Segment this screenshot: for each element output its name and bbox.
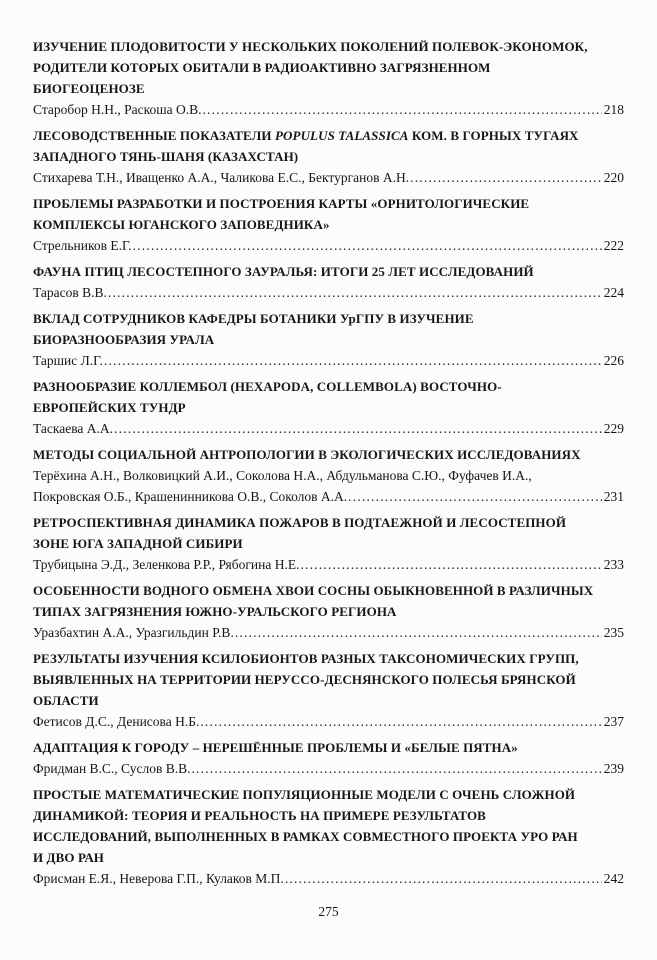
entry-title-line [33,805,624,826]
entry-page-number: 231 [603,489,624,504]
entry-title [33,125,624,167]
dot-leader [108,282,602,303]
entry-author-line [33,868,624,889]
entry-author-line [33,758,624,779]
entry-author-line [33,622,624,643]
entry-title-line [33,78,624,99]
toc-entry [33,193,624,256]
entry-title-line [33,737,624,758]
entry-title-line [33,57,624,78]
entry-authors: Тарасов В.В. [33,285,107,300]
dot-leader [235,622,602,643]
entry-title-line [33,308,624,329]
entry-title-line [33,784,624,805]
entry-title [33,784,624,868]
entry-title-text: ЕВРОПЕЙСКИХ ТУНДР [33,400,186,415]
dot-leader [300,554,601,575]
entry-title-text: БИОГЕОЦЕНОЗЕ [33,81,145,96]
toc-entry [33,784,624,889]
toc-list [33,36,624,894]
entry-title-text: ЛЕСОВОДСТВЕННЫЕ ПОКАЗАТЕЛИ [33,128,275,143]
entry-authors: Старобор Н.Н., Раскоша О.В. [33,102,202,117]
toc-entry [33,36,624,120]
entry-title-text: ТИПАХ ЗАГРЯЗНЕНИЯ ЮЖНО-УРАЛЬСКОГО РЕГИОНА [33,604,397,619]
entry-authors: Фрисман Е.Я., Неверова Г.П., Кулаков М.П. [33,871,284,886]
page-footer [0,903,657,921]
entry-page-number: 242 [603,871,624,886]
entry-page-number: 229 [603,421,624,436]
entry-title-text: ОБЛАСТИ [33,693,99,708]
toc-entry [33,261,624,303]
entry-authors: Таршис Л.Г. [33,353,103,368]
entry-title [33,737,624,758]
entry-title-line [33,690,624,711]
entry-title [33,444,624,465]
entry-title-line [33,601,624,622]
entry-title-line [33,261,624,282]
entry-title-line [33,125,624,146]
toc-entry [33,648,624,732]
entry-authors: Таскаева А.А. [33,421,114,436]
entry-title-text: ИССЛЕДОВАНИЙ, ВЫПОЛНЕННЫХ В РАМКАХ СОВМЕСТНОГО ПРОЕКТА УРО РАН [33,829,578,844]
toc-entry [33,308,624,371]
entry-authors: Покровская О.Б., Крашенинникова О.В., Соколов А.А. [33,489,348,504]
entry-title-line [33,512,624,533]
entry-title-text: КОМ. В ГОРНЫХ ТУГАЯХ [408,128,579,143]
entry-title-text: ПРОБЛЕМЫ РАЗРАБОТКИ И ПОСТРОЕНИЯ КАРТЫ «ОРНИТОЛОГИЧЕСКИЕ [33,196,530,211]
entry-title-line [33,444,624,465]
entry-author-line [33,282,624,303]
dot-leader [410,167,602,188]
entry-title-text: И ДВО РАН [33,850,105,865]
entry-title-text: РЕЗУЛЬТАТЫ ИЗУЧЕНИЯ КСИЛОБИОНТОВ РАЗНЫХ ТАКСОНОМИЧЕСКИХ ГРУПП, [33,651,579,666]
entry-title-text: РАЗНООБРАЗИЕ КОЛЛЕМБОЛ (HEXAPODA, COLLEMBOLA) ВОСТОЧНО- [33,379,502,394]
entry-title-text: АДАПТАЦИЯ К ГОРОДУ – НЕРЕШЁННЫЕ ПРОБЛЕМЫ И «БЕЛЫЕ ПЯТНА» [33,740,518,755]
dot-leader [203,99,602,120]
entry-title-text: ОСОБЕННОСТИ ВОДНОГО ОБМЕНА ХВОИ СОСНЫ ОБЫКНОВЕННОЙ В РАЗЛИЧНЫХ [33,583,594,598]
entry-title-text: ВКЛАД СОТРУДНИКОВ КАФЕДРЫ БОТАНИКИ УрГПУ В ИЗУЧЕНИЕ [33,311,474,326]
entry-page-number: 220 [603,170,624,185]
entry-authors: Уразбахтин А.А., Уразгильдин Р.В. [33,625,234,640]
entry-title-line [33,214,624,235]
entry-title-line [33,847,624,868]
dot-leader [104,350,602,371]
dot-leader [114,418,602,439]
entry-title [33,580,624,622]
dot-leader [133,235,602,256]
footer-page-number: 275 [318,904,339,919]
entry-title-text: ДИНАМИКОЙ: ТЕОРИЯ И РЕАЛЬНОСТЬ НА ПРИМЕРЕ РЕЗУЛЬТАТОВ [33,808,486,823]
toc-entry [33,512,624,575]
entry-page-number: 224 [603,285,624,300]
entry-author-line [33,486,624,507]
entry-title-text: POPULUS TALASSICA [275,128,409,143]
entry-title-text: МЕТОДЫ СОЦИАЛЬНОЙ АНТРОПОЛОГИИ В ЭКОЛОГИЧЕСКИХ ИССЛЕДОВАНИЯХ [33,447,581,462]
entry-title-text: ИЗУЧЕНИЕ ПЛОДОВИТОСТИ У НЕСКОЛЬКИХ ПОКОЛЕНИЙ ПОЛЕВОК-ЭКОНОМОК, [33,39,588,54]
toc-entry [33,125,624,188]
entry-authors: Фетисов Д.С., Денисова Н.Б. [33,714,200,729]
entry-authors: Стрельников Е.Г. [33,238,132,253]
entry-title [33,193,624,235]
entry-title-line [33,580,624,601]
entry-title [33,36,624,99]
entry-page-number: 239 [603,761,624,776]
entry-authors: Терёхина А.Н., Волковицкий А.И., Соколова Н.А., Абдульманова С.Ю., Фуфачев И.А., [33,468,532,483]
entry-title-line [33,669,624,690]
dot-leader [200,711,601,732]
entry-author-line [33,465,624,486]
toc-entry [33,444,624,507]
entry-title-text: ЗАПАДНОГО ТЯНЬ-ШАНЯ (КАЗАХСТАН) [33,149,299,164]
entry-title [33,648,624,711]
entry-authors: Трубицына Э.Д., Зеленкова Р.Р., Рябогина Н.Е. [33,557,300,572]
entry-title-text: ВЫЯВЛЕННЫХ НА ТЕРРИТОРИИ НЕРУССО-ДЕСНЯНСКОГО ПОЛЕСЬЯ БРЯНСКОЙ [33,672,576,687]
entry-title [33,376,624,418]
entry-title [33,512,624,554]
entry-authors: Фридман В.С., Суслов В.В. [33,761,191,776]
entry-title-text: ФАУНА ПТИЦ ЛЕСОСТЕПНОГО ЗАУРАЛЬЯ: ИТОГИ 25 ЛЕТ ИССЛЕДОВАНИЙ [33,264,534,279]
entry-title-text: ЗОНЕ ЮГА ЗАПАДНОЙ СИБИРИ [33,536,243,551]
toc-entry [33,580,624,643]
entry-title-text: ПРОСТЫЕ МАТЕМАТИЧЕСКИЕ ПОПУЛЯЦИОННЫЕ МОДЕЛИ С ОЧЕНЬ СЛОЖНОЙ [33,787,576,802]
entry-author-line [33,711,624,732]
entry-title-text: КОМПЛЕКСЫ ЮГАНСКОГО ЗАПОВЕДНИКА» [33,217,330,232]
entry-page-number: 222 [603,238,624,253]
entry-page-number: 218 [603,102,624,117]
dot-leader [348,486,602,507]
entry-author-line [33,418,624,439]
entry-title [33,261,624,282]
dot-leader [191,758,601,779]
entry-title-text: РОДИТЕЛИ КОТОРЫХ ОБИТАЛИ В РАДИОАКТИВНО ЗАГРЯЗНЕННОМ [33,60,491,75]
entry-title-line [33,533,624,554]
entry-author-line [33,99,624,120]
entry-title [33,308,624,350]
entry-author-line [33,350,624,371]
entry-author-line [33,235,624,256]
entry-page-number: 237 [603,714,624,729]
entry-author-line [33,554,624,575]
dot-leader [285,868,602,889]
entry-page-number: 233 [603,557,624,572]
entry-title-line [33,826,624,847]
entry-title-line [33,397,624,418]
entry-title-line [33,193,624,214]
toc-entry [33,376,624,439]
toc-entry [33,737,624,779]
entry-title-text: РЕТРОСПЕКТИВНАЯ ДИНАМИКА ПОЖАРОВ В ПОДТАЕЖНОЙ И ЛЕСОСТЕПНОЙ [33,515,567,530]
entry-author-line [33,167,624,188]
entry-title-line [33,329,624,350]
entry-title-line [33,376,624,397]
entry-title-text: БИОРАЗНООБРАЗИЯ УРАЛА [33,332,215,347]
entry-title-line [33,146,624,167]
entry-page-number: 235 [603,625,624,640]
entry-authors: Стихарева Т.Н., Иващенко А.А., Чаликова Е.С., Бектурганов А.Н. [33,170,410,185]
entry-page-number: 226 [603,353,624,368]
entry-title-line [33,36,624,57]
entry-title-line [33,648,624,669]
